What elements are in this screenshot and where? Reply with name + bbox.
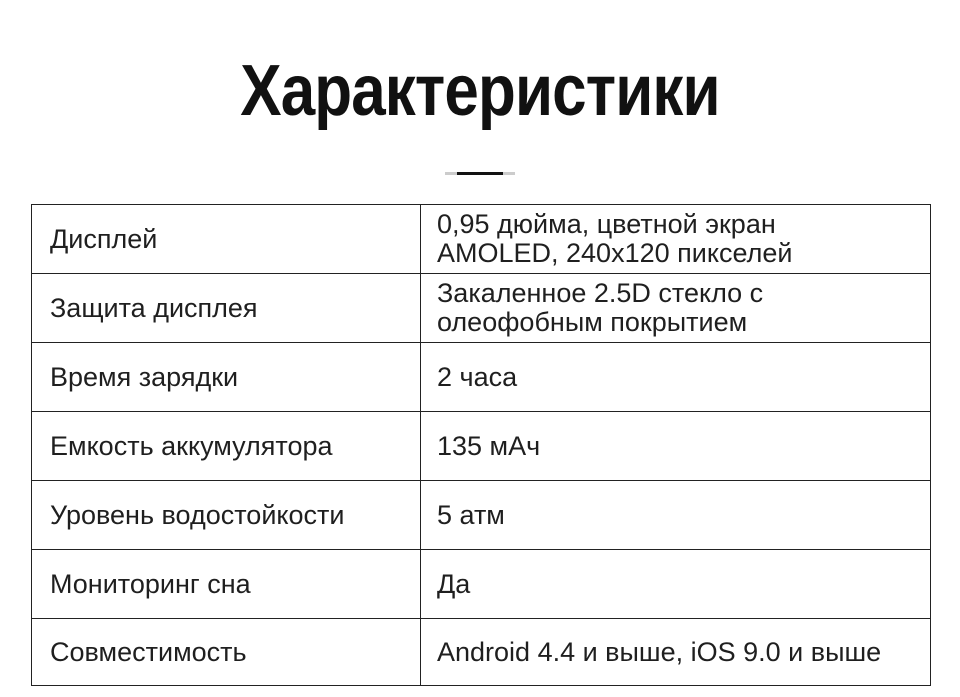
table-row — [32, 274, 931, 343]
spec-label: Уровень водостойкости — [32, 481, 421, 550]
spec-label: Дисплей — [32, 205, 421, 274]
spec-label: Защита дисплея — [32, 274, 421, 343]
spec-value: 0,95 дюйма, цветной экран AMOLED, 240x120 пикселей — [421, 205, 931, 274]
spec-value: Android 4.4 и выше, iOS 9.0 и выше — [421, 619, 931, 686]
spec-value: Да — [421, 550, 931, 619]
spec-label: Мониторинг сна — [32, 550, 421, 619]
spec-value: 2 часа — [421, 343, 931, 412]
spec-label: Емкость аккумулятора — [32, 412, 421, 481]
spec-value: 135 мАч — [421, 412, 931, 481]
table-row — [32, 412, 931, 481]
spec-value: 5 атм — [421, 481, 931, 550]
table-row — [32, 481, 931, 550]
table-row — [32, 550, 931, 619]
title-divider — [445, 172, 515, 175]
page-title: Характеристики — [240, 51, 720, 131]
table-row — [32, 619, 931, 686]
spec-label: Совместимость — [32, 619, 421, 686]
spec-label: Время зарядки — [32, 343, 421, 412]
spec-value: Закаленное 2.5D стекло с олеофобным покрытием — [421, 274, 931, 343]
table-row — [32, 205, 931, 274]
spec-table — [31, 204, 931, 686]
table-row — [32, 343, 931, 412]
